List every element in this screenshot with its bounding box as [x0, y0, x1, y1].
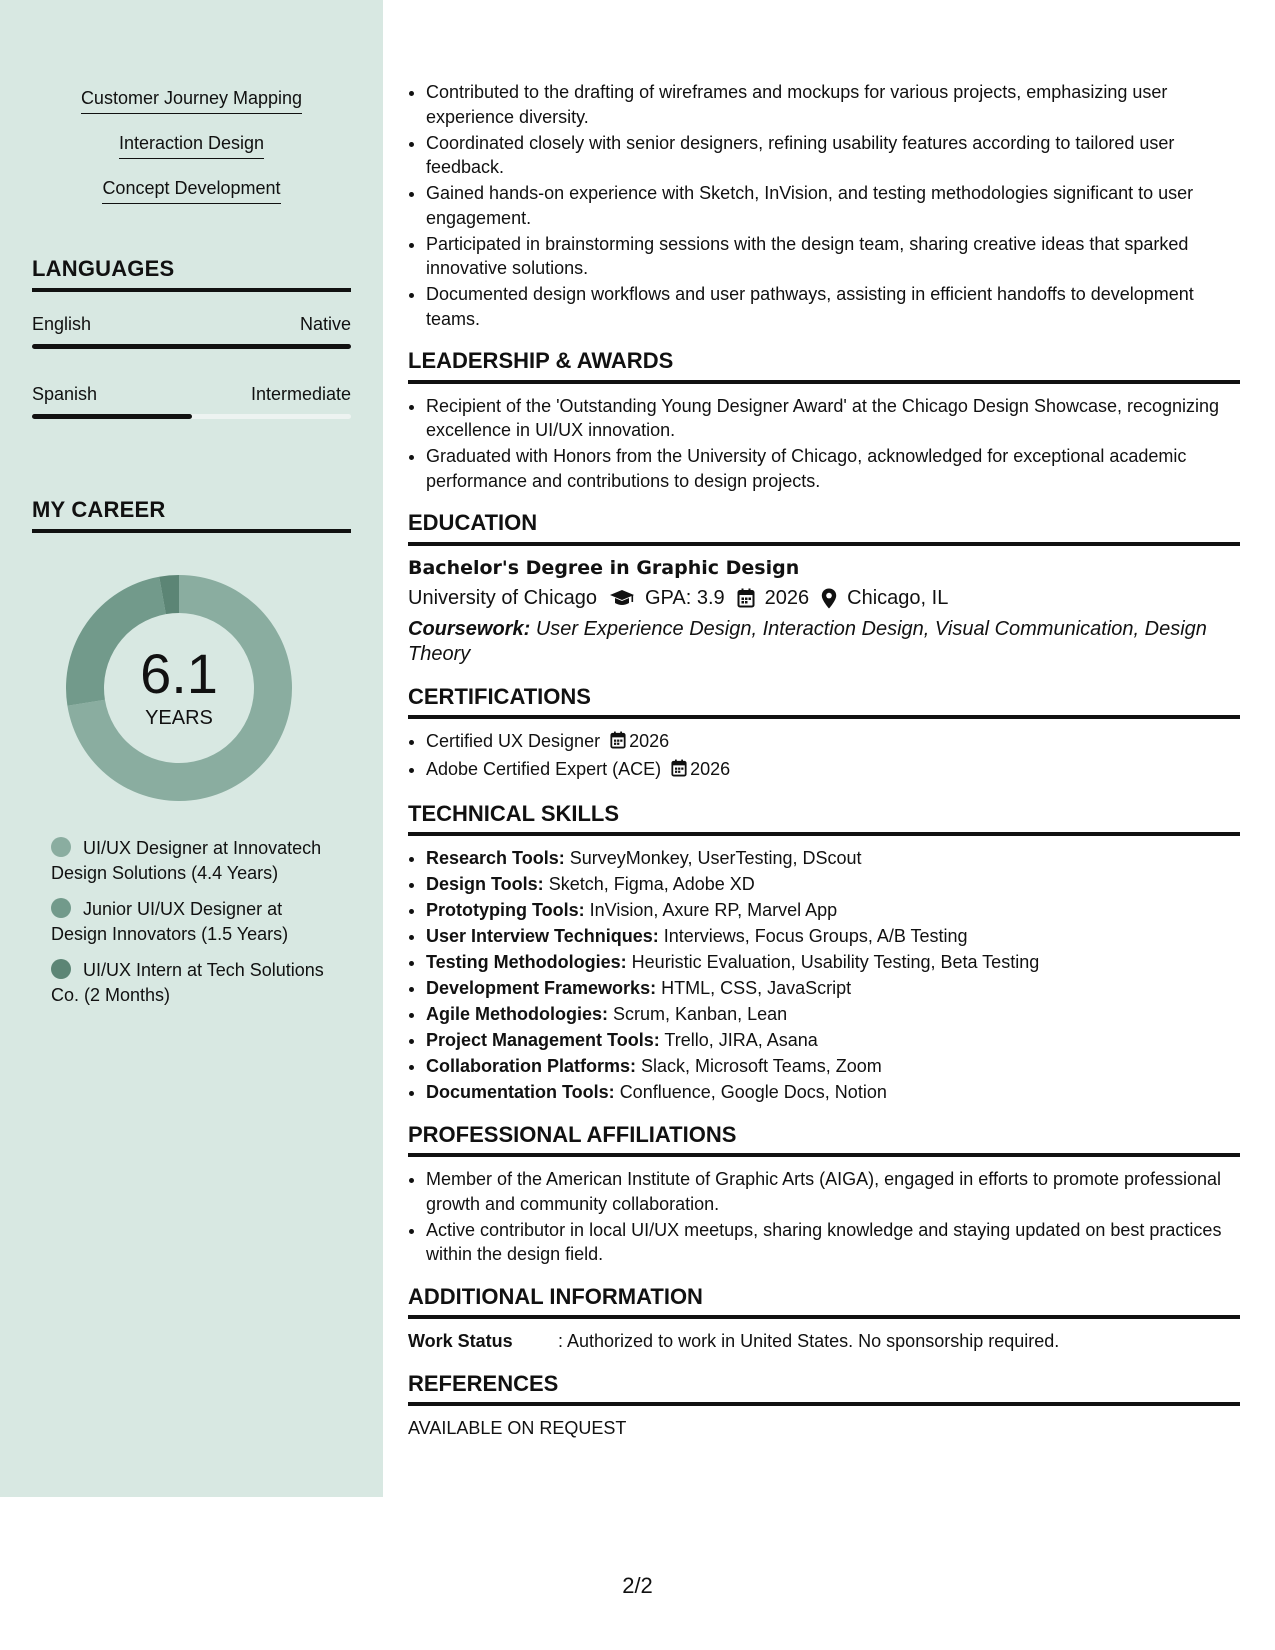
leadership-item: • Graduated with Honors from the University of Chicago, acknowledged for exceptional academic performance and contributions to design projects. [426, 444, 1240, 493]
skill-tag: Concept Development [102, 178, 280, 204]
education-details [408, 586, 1240, 611]
language-bar [32, 344, 351, 349]
legend-dot [51, 837, 71, 857]
experience-bullets [408, 80, 1240, 331]
tech-skill-value: SurveyMonkey, UserTesting, DScout [569, 848, 862, 868]
career-legend-item [51, 958, 341, 1008]
career-legend-text: UI/UX Designer at Innovatech Design Solutions (4.4 Years) [51, 838, 322, 883]
additional-info-heading: ADDITIONAL INFORMATION [408, 1285, 1240, 1320]
certifications-list [408, 729, 1240, 784]
tech-skill-value: Confluence, Google Docs, Notion [619, 1082, 887, 1102]
experience-bullet: • Documented design workflows and user pathways, assisting in efficient handoffs to development teams. [426, 282, 1240, 331]
work-status-label: Work Status [408, 1331, 513, 1351]
graduation-year: 2026 [764, 587, 810, 609]
tech-skill-label: Research Tools: [426, 848, 565, 868]
tech-skill-label: Project Management Tools: [426, 1030, 660, 1050]
graduation-cap-icon [609, 589, 635, 607]
references-text: AVAILABLE ON REQUEST [408, 1418, 627, 1438]
tech-skill-value: Slack, Microsoft Teams, Zoom [641, 1056, 882, 1076]
experience-bullet: • Gained hands-on experience with Sketch, InVision, and testing methodologies significant to user engagement. [426, 181, 1240, 230]
language-level: Intermediate [250, 384, 351, 404]
career-years-label: YEARS [145, 707, 213, 729]
skills-list [0, 88, 383, 223]
leadership-item: • Recipient of the 'Outstanding Young Designer Award' at the Chicago Design Showcase, recognizing excellence in UI/UX innovation. [426, 394, 1240, 443]
language-item [32, 314, 351, 349]
tech-skill-item [426, 1054, 1240, 1079]
tech-skill-item [426, 1028, 1240, 1053]
calendar-icon [610, 731, 626, 756]
certifications-heading: CERTIFICATIONS [408, 685, 1240, 720]
tech-skill-item [426, 898, 1240, 923]
affiliations-list [408, 1167, 1240, 1267]
languages-heading: LANGUAGES [32, 256, 351, 292]
tech-skill-item [426, 924, 1240, 949]
career-legend [51, 836, 341, 1019]
tech-skill-value: Sketch, Figma, Adobe XD [548, 874, 755, 894]
career-heading: MY CAREER [32, 497, 351, 533]
language-bar-fill [32, 414, 192, 419]
work-status-value: : Authorized to work in United States. No sponsorship required. [558, 1331, 1060, 1351]
tech-skill-label: Documentation Tools: [426, 1082, 615, 1102]
work-status-row [408, 1329, 1240, 1354]
tech-skill-value: Interviews, Focus Groups, A/B Testing [663, 926, 968, 946]
tech-skill-label: Design Tools: [426, 874, 544, 894]
school-name: University of Chicago [408, 587, 597, 609]
tech-skill-value: HTML, CSS, JavaScript [661, 978, 852, 998]
tech-skill-label: Testing Methodologies: [426, 952, 627, 972]
degree-title: Bachelor's Degree in Graphic Design [408, 556, 800, 579]
tech-skill-item [426, 1080, 1240, 1105]
certification-name: Adobe Certified Expert (ACE) [426, 759, 662, 779]
tech-skill-item [426, 1002, 1240, 1027]
tech-skill-label: Development Frameworks: [426, 978, 657, 998]
experience-bullet: • Participated in brainstorming sessions with the design team, sharing creative ideas that sparked innovative solutions. [426, 232, 1240, 281]
page-number: 2/2 [622, 1573, 653, 1598]
language-level: Native [299, 314, 351, 334]
affiliation-item: • Active contributor in local UI/UX meetups, sharing knowledge and staying updated on best practices within the design field. [426, 1218, 1240, 1267]
experience-bullet: • Coordinated closely with senior designers, refining usability features according to tailored user feedback. [426, 131, 1240, 180]
education-location: Chicago, IL [847, 587, 949, 609]
career-years-value: 6.1 [140, 642, 218, 705]
tech-skill-item [426, 846, 1240, 871]
legend-dot [51, 959, 71, 979]
certification-item [426, 757, 1240, 784]
calendar-icon [737, 588, 755, 608]
sidebar [0, 0, 383, 1497]
certification-name: Certified UX Designer [426, 731, 601, 751]
career-legend-text: Junior UI/UX Designer at Design Innovators (1.5 Years) [51, 899, 289, 944]
education-heading: EDUCATION [408, 511, 1240, 546]
tech-skill-label: User Interview Techniques: [426, 926, 659, 946]
tech-skill-item [426, 976, 1240, 1001]
coursework-label: Coursework: [408, 617, 531, 640]
language-item [32, 384, 351, 419]
language-bar [32, 414, 351, 419]
tech-skill-label: Prototyping Tools: [426, 900, 585, 920]
certification-item [426, 729, 1240, 756]
technical-skills-heading: TECHNICAL SKILLS [408, 802, 1240, 837]
career-legend-item [51, 836, 341, 886]
language-name: Spanish [32, 384, 98, 404]
tech-skill-value: Scrum, Kanban, Lean [613, 1004, 788, 1024]
main-content [408, 80, 1240, 1441]
gpa: GPA: 3.9 [644, 587, 725, 609]
tech-skill-value: Heuristic Evaluation, Usability Testing, Beta Testing [631, 952, 1040, 972]
leadership-heading: LEADERSHIP & AWARDS [408, 349, 1240, 384]
tech-skill-label: Agile Methodologies: [426, 1004, 608, 1024]
technical-skills-list [408, 846, 1240, 1105]
tech-skill-value: Trello, JIRA, Asana [664, 1030, 818, 1050]
experience-bullet: • Contributed to the drafting of wireframes and mockups for various projects, emphasizing user experience diversity. [426, 80, 1240, 129]
coursework-text: User Experience Design, Interaction Design, Visual Communication, Design Theory [408, 617, 1207, 665]
language-bar-fill [32, 344, 351, 349]
skill-tag: Customer Journey Mapping [81, 88, 302, 114]
skill-tag: Interaction Design [119, 133, 264, 159]
tech-skill-value: InVision, Axure RP, Marvel App [589, 900, 838, 920]
certification-year: 2026 [690, 759, 731, 779]
leadership-list [408, 394, 1240, 494]
language-name: English [32, 314, 92, 334]
tech-skill-item [426, 950, 1240, 975]
career-legend-item [51, 897, 341, 947]
career-donut-chart [66, 575, 292, 801]
career-legend-text: UI/UX Intern at Tech Solutions Co. (2 Months) [51, 960, 324, 1005]
references-heading: REFERENCES [408, 1372, 1240, 1407]
legend-dot [51, 898, 71, 918]
calendar-icon [671, 759, 687, 784]
affiliations-heading: PROFESSIONAL AFFILIATIONS [408, 1123, 1240, 1158]
tech-skill-item [426, 872, 1240, 897]
affiliation-item: • Member of the American Institute of Graphic Arts (AIGA), engaged in efforts to promote professional growth and community collaboration. [426, 1167, 1240, 1216]
location-pin-icon [821, 588, 837, 609]
coursework [408, 617, 1240, 667]
certification-year: 2026 [629, 731, 670, 751]
tech-skill-label: Collaboration Platforms: [426, 1056, 637, 1076]
